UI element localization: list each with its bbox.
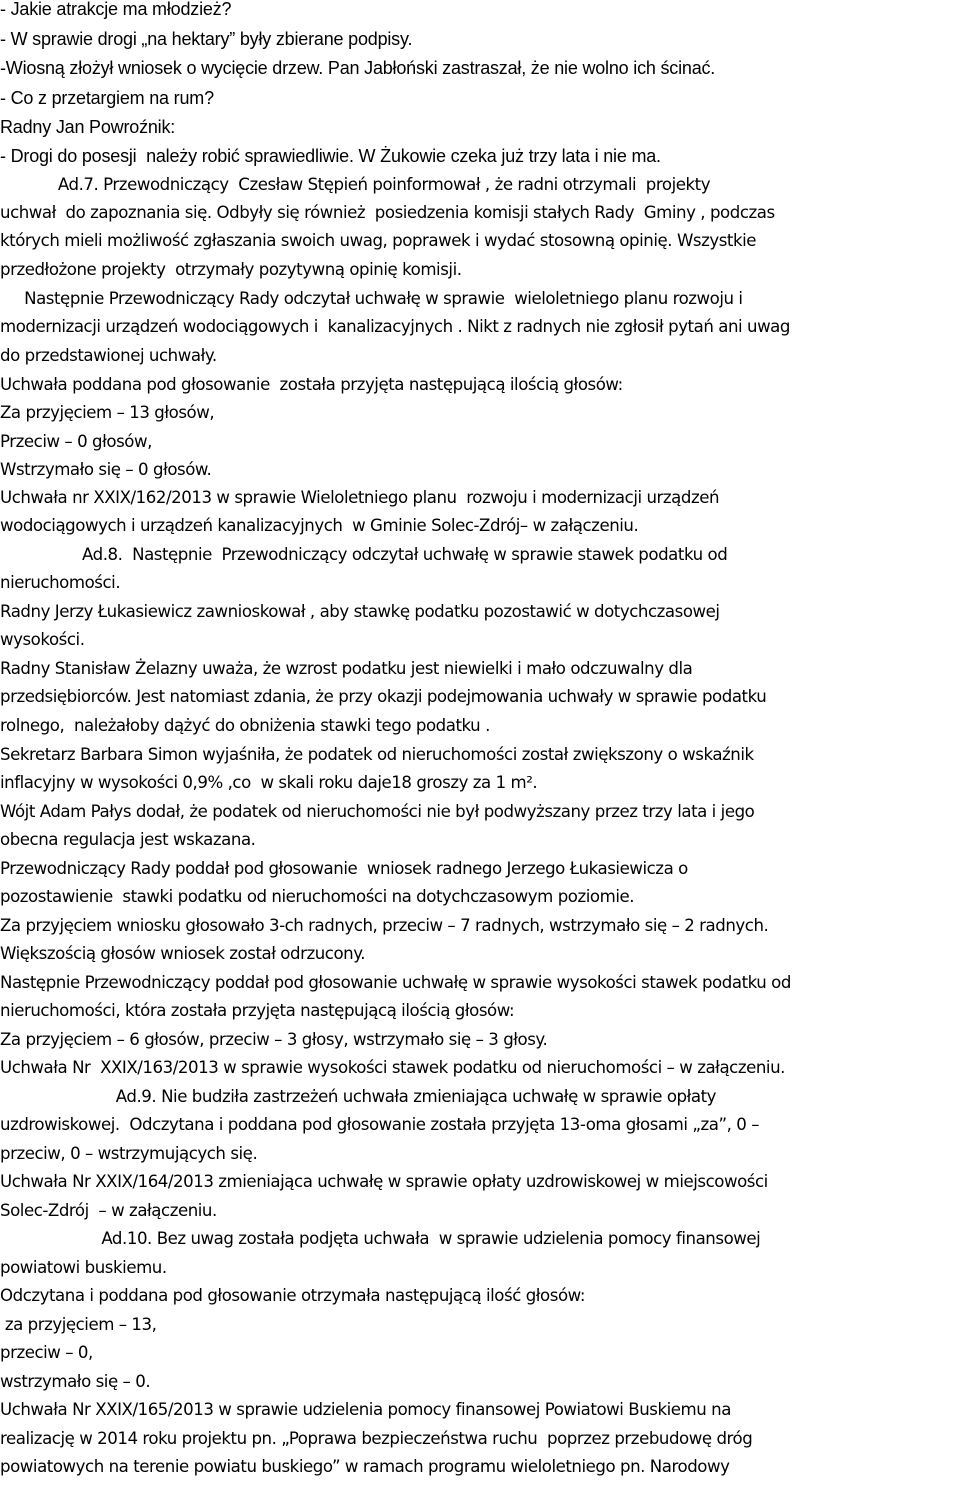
text-line: rolnego, należałoby dążyć do obniżenia stawki tego podatku . — [0, 716, 490, 735]
text-line: Sekretarz Barbara Simon wyjaśniła, że podatek od nieruchomości został zwiększony o wskaźnik — [0, 745, 754, 764]
text-line: przedłożone projekty otrzymały pozytywną opinię komisji. — [0, 260, 462, 279]
text-line: Ad.8. Następnie Przewodniczący odczytał uchwałę w sprawie stawek podatku od — [0, 545, 728, 564]
text-line: Przewodniczący Rady poddał pod głosowanie wniosek radnego Jerzego Łukasiewicza o — [0, 859, 688, 878]
text-line: przedsiębiorców. Jest natomiast zdania, że przy okazji podejmowania uchwały w sprawie podatku — [0, 687, 767, 706]
text-line: przeciw, 0 – wstrzymujących się. — [0, 1144, 258, 1163]
text-line: Za przyjęciem wniosku głosowało 3-ch radnych, przeciw – 7 radnych, wstrzymało się – 2 radnych. — [0, 916, 769, 935]
text-line: Wójt Adam Pałys dodał, że podatek od nieruchomości nie był podwyższany przez trzy lata i jego — [0, 802, 755, 821]
text-line: - W sprawie drogi „na hektary” były zbierane podpisy. — [0, 29, 413, 49]
text-line: powiatowych na terenie powiatu buskiego” w ramach programu wieloletniego pn. Narodowy — [0, 1457, 730, 1476]
text-line: za przyjęciem – 13, — [0, 1315, 157, 1334]
text-line: Ad.9. Nie budziła zastrzeżeń uchwała zmieniająca uchwałę w sprawie opłaty — [0, 1087, 717, 1106]
text-line: powiatowi buskiemu. — [0, 1258, 167, 1277]
text-line: przeciw – 0, — [0, 1343, 93, 1362]
text-line: Wstrzymało się – 0 głosów. — [0, 460, 212, 479]
text-line: Uchwała Nr XXIX/164/2013 zmieniająca uchwałę w sprawie opłaty uzdrowiskowej w miejscowości — [0, 1172, 768, 1191]
text-line: Większością głosów wniosek został odrzucony. — [0, 944, 366, 963]
text-line: do przedstawionej uchwały. — [0, 346, 217, 365]
text-line: Za przyjęciem – 6 głosów, przeciw – 3 głosy, wstrzymało się – 3 głosy. — [0, 1030, 548, 1049]
text-line: Radny Stanisław Żelazny uważa, że wzrost podatku jest niewielki i mało odczuwalny dla — [0, 659, 693, 678]
text-line: modernizacji urządzeń wodociągowych i kanalizacyjnych . Nikt z radnych nie zgłosił pytań ani uwag — [0, 317, 790, 336]
text-line: - Drogi do posesji należy robić sprawiedliwie. W Żukowie czeka już trzy lata i nie ma. — [0, 146, 661, 166]
text-line: Przeciw – 0 głosów, — [0, 432, 152, 451]
text-line: Radny Jan Powroźnik: — [0, 117, 176, 137]
text-line: Solec-Zdrój – w załączeniu. — [0, 1201, 217, 1220]
text-line: wysokości. — [0, 630, 85, 649]
text-line: Za przyjęciem – 13 głosów, — [0, 403, 215, 422]
text-line: Uchwała Nr XXIX/163/2013 w sprawie wysokości stawek podatku od nieruchomości – w załączeniu. — [0, 1058, 785, 1077]
text-line: wstrzymało się – 0. — [0, 1372, 151, 1391]
text-line: realizację w 2014 roku projektu pn. „Poprawa bezpieczeństwa ruchu poprzez przebudowę dróg — [0, 1429, 753, 1448]
text-line: Ad.10. Bez uwag została podjęta uchwała w sprawie udzielenia pomocy finansowej — [0, 1229, 761, 1248]
text-line: Radny Jerzy Łukasiewicz zawnioskował , aby stawkę podatku pozostawić w dotychczasowej — [0, 602, 720, 621]
text-line: uzdrowiskowej. Odczytana i poddana pod głosowanie została przyjęta 13-oma głosami „za”, 0 – — [0, 1115, 760, 1134]
text-line: inflacyjny w wysokości 0,9% ,co w skali roku daje18 groszy za 1 m². — [0, 773, 538, 792]
text-line: pozostawienie stawki podatku od nieruchomości na dotychczasowym poziomie. — [0, 887, 635, 906]
text-line: - Co z przetargiem na rum? — [0, 88, 214, 108]
text-line: Ad.7. Przewodniczący Czesław Stępień poinformował , że radni otrzymali projekty — [0, 175, 711, 194]
text-line: których mieli możliwość zgłaszania swoich uwag, poprawek i wydać stosowną opinię. Wszystkie — [0, 231, 757, 250]
text-line: obecna regulacja jest wskazana. — [0, 830, 256, 849]
text-line: Uchwała poddana pod głosowanie została przyjęta następującą ilością głosów: — [0, 375, 623, 394]
text-line: wodociągowych i urządzeń kanalizacyjnych w Gminie Solec-Zdrój– w załączeniu. — [0, 516, 639, 535]
text-line: Odczytana i poddana pod głosowanie otrzymała następującą ilość głosów: — [0, 1286, 586, 1305]
text-line: Następnie Przewodniczący poddał pod głosowanie uchwałę w sprawie wysokości stawek podatku od — [0, 973, 791, 992]
text-line: -Wiosną złożył wniosek o wycięcie drzew. Pan Jabłoński zastraszał, że nie wolno ich ścinać. — [0, 58, 716, 78]
text-line: Uchwała Nr XXIX/165/2013 w sprawie udzielenia pomocy finansowej Powiatowi Buskiemu na — [0, 1400, 731, 1419]
text-line: Uchwała nr XXIX/162/2013 w sprawie Wieloletniego planu rozwoju i modernizacji urządzeń — [0, 488, 720, 507]
text-line: uchwał do zapoznania się. Odbyły się również posiedzenia komisji stałych Rady Gminy , podczas — [0, 203, 775, 222]
text-line: Następnie Przewodniczący Rady odczytał uchwałę w sprawie wieloletniego planu rozwoju i — [0, 289, 743, 308]
text-line: nieruchomości. — [0, 573, 121, 592]
text-line: nieruchomości, która została przyjęta następującą ilością głosów: — [0, 1001, 515, 1020]
text-line: - Jakie atrakcje ma młodzież? — [0, 0, 232, 19]
